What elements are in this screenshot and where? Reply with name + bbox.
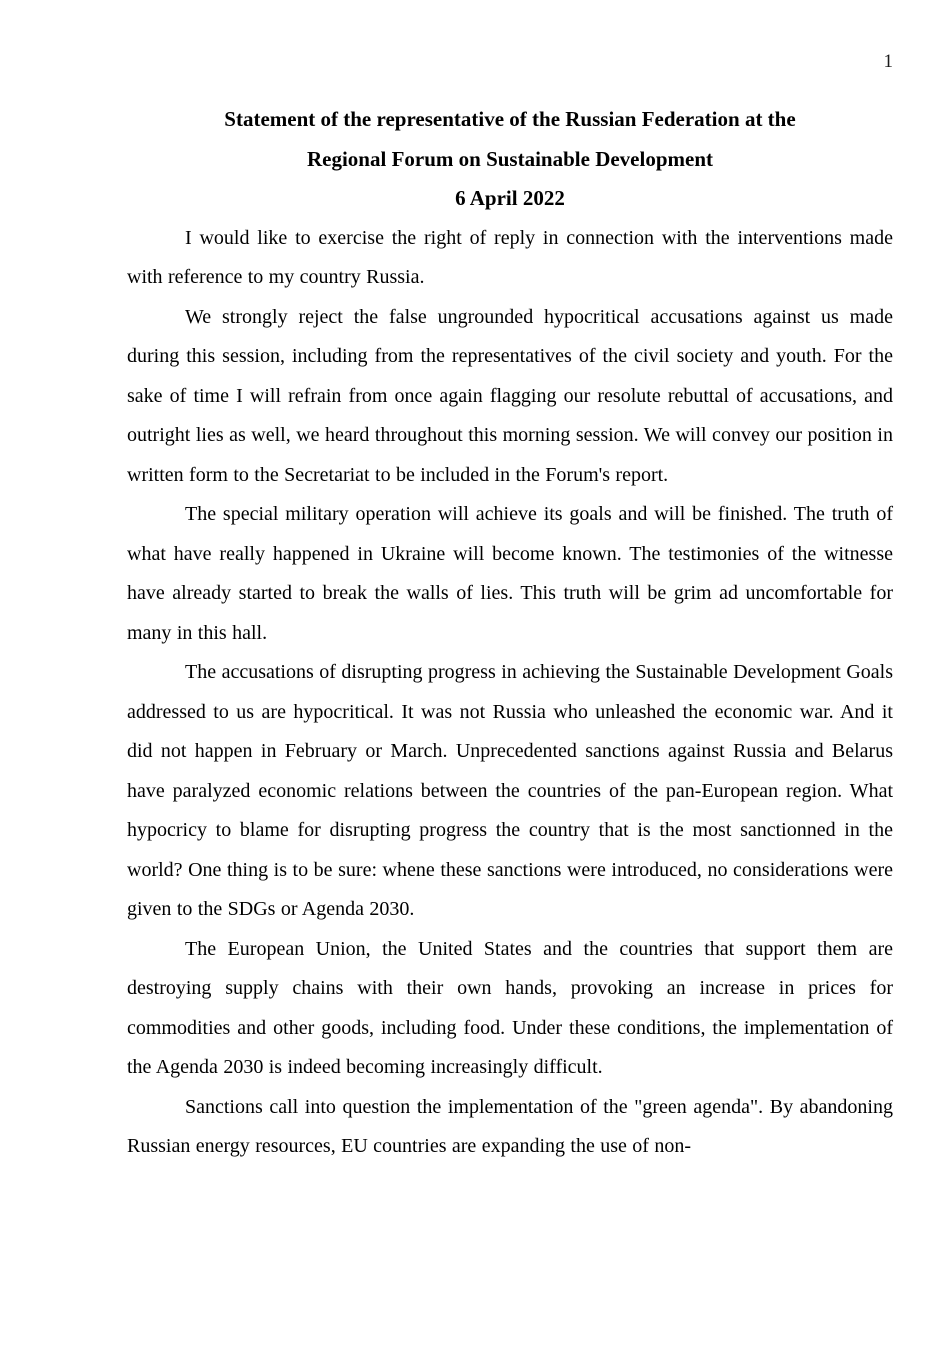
title-line-2: Regional Forum on Sustainable Development [306,146,713,171]
paragraph-reject-accusations: We strongly reject the false ungrounded hypocritical accusations against us made during this session, including from the representatives of the civil society and youth. For the sake of time I will refrain from once again flagging our resolute rebuttal of accusations, and outright lies as well, we heard throughout this morning session. We will convey our position in written form to the Secretariat to be included in the Forum's report. [127,305,893,486]
paragraph-sdg-accusations: The accusations of disrupting progress in achieving the Sustainable Development Goals addressed to us are hypocritical. It was not Russia who unleashed the economic war. And it did not happen in February or March. Unprecedented sanctions against Russia and Belarus have paralyzed economic relations between the countries of the pan-European region. What hypocricy to blame for disrupting progress the country that is the most sanctionned in the world? One thing is to be sure: whene these sanctions were introduced, no considerations were given to the SDGs or Agenda 2030. [127,661,893,920]
paragraph-green-agenda: Sanctions call into question the implementation of the "green agenda". By abandoning Russian energy resources, EU countries are expanding the use of non- [127,1095,893,1157]
page-number: 1 [883,51,893,72]
paragraph-military-operation: The special military operation will achieve its goals and will be finished. The truth of what have really happened in Ukraine will become known. The testimonies of the witnesse have already started to break the walls of lies. This truth will be grim ad uncomfortable for many in this hall. [127,503,893,644]
document-body [127,219,893,1167]
paragraph-right-of-reply: I would like to exercise the right of reply in connection with the interventions made with reference to my country Russia. [127,226,893,288]
paragraph-supply-chains: The European Union, the United States and the countries that support them are destroying supply chains with their own hands, provoking an increase in prices for commodities and other goods, including food. Under these conditions, the implementation of the Agenda 2030 is indeed becoming increasingly difficult. [127,937,893,1078]
title-line-3: 6 April 2022 [455,186,565,210]
document-title [127,100,893,219]
title-line-1: Statement of the representative of the Russian Federation at the [224,107,796,131]
